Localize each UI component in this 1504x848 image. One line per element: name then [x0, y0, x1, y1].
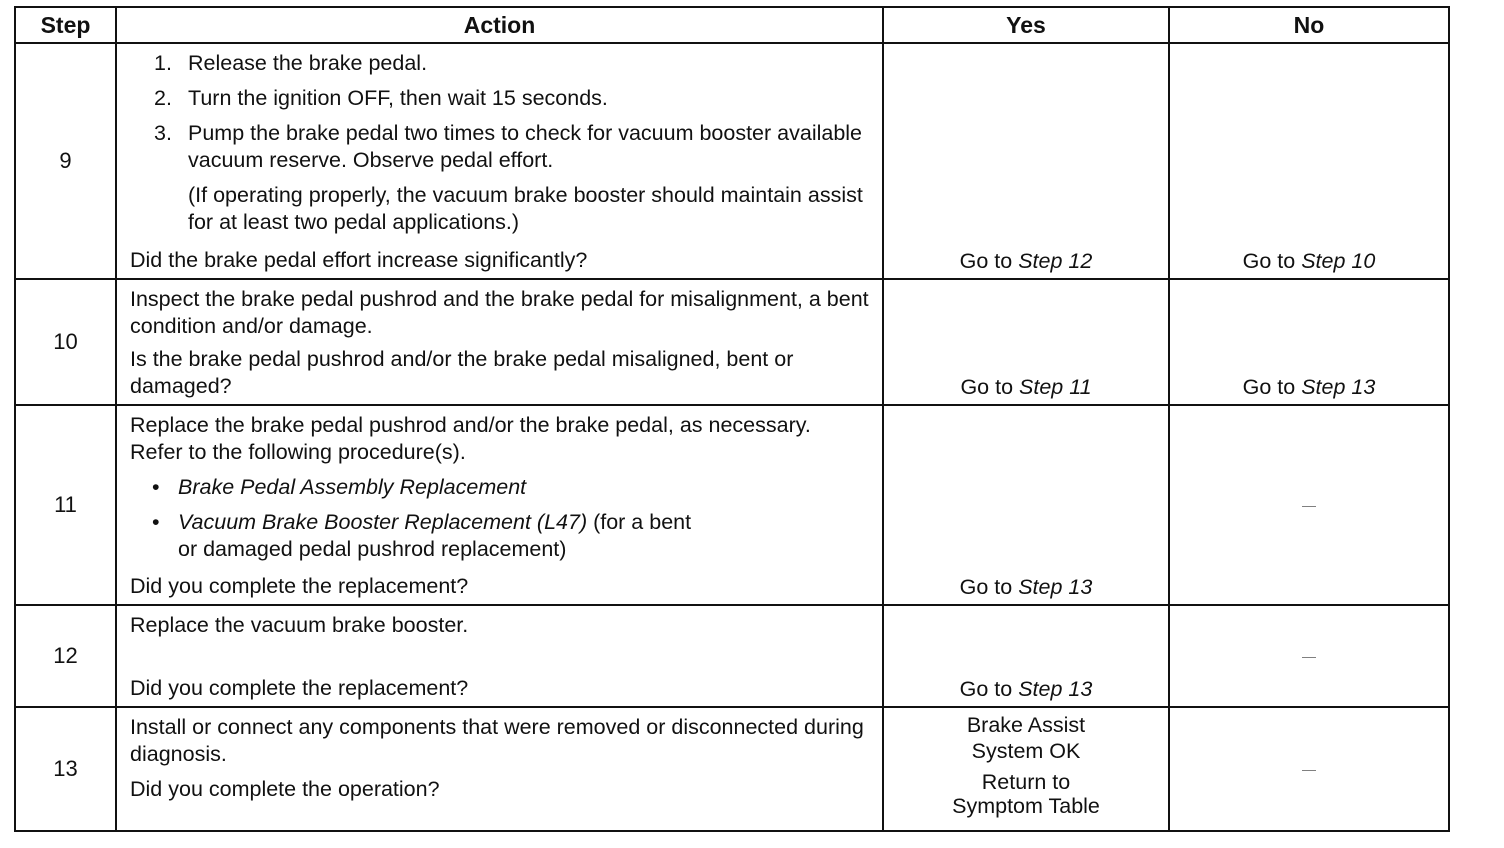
goto-prefix: Go to: [959, 575, 1013, 599]
step-number: 12: [15, 605, 116, 707]
bullet-item: • Vacuum Brake Booster Replacement (L47) (for a bent or damaged pedal pushrod replacement): [152, 510, 692, 561]
table-row-step-13: [15, 707, 1449, 831]
no-cell: [1169, 279, 1449, 405]
item-number: 3.: [154, 121, 172, 145]
question-text: Is the brake pedal pushrod and/or the brake pedal misaligned, bent or damaged?: [130, 347, 794, 398]
goto-target: Step 12: [1018, 249, 1093, 273]
diagnostic-table: [14, 6, 1450, 832]
item-number: 1.: [154, 51, 172, 75]
action-cell: [116, 43, 883, 279]
header-no: No: [1169, 7, 1449, 43]
not-applicable-dash: —: [1302, 497, 1316, 513]
goto-prefix: Go to: [1242, 375, 1296, 399]
goto-step-13: [1170, 375, 1448, 400]
yes-cell: [883, 605, 1169, 707]
no-cell: [1169, 605, 1449, 707]
header-action: Action: [116, 7, 883, 43]
question-text: Did the brake pedal effort increase significantly?: [130, 248, 588, 272]
header-row: [15, 7, 1449, 43]
goto-prefix: Go to: [959, 677, 1013, 701]
item-text: Turn the ignition OFF, then wait 15 seconds.: [188, 86, 608, 110]
numbered-item: [154, 85, 872, 112]
goto-target: Step 11: [1019, 375, 1092, 399]
goto-prefix: Go to: [959, 249, 1013, 273]
goto-prefix: Go to: [1242, 249, 1296, 273]
table-row-step-12: [15, 605, 1449, 707]
goto-prefix: Go to: [960, 375, 1014, 399]
goto-step-11: [884, 375, 1168, 400]
action-text: Install or connect any components that were removed or disconnected during diagnosis.: [130, 715, 864, 766]
procedure-link: Vacuum Brake Booster Replacement (L47): [178, 510, 588, 534]
bullet-item: • Brake Pedal Assembly Replacement: [152, 475, 527, 499]
action-cell: [116, 707, 883, 831]
bullet-rest: (for a bent or damaged pedal pushrod replacement): [178, 510, 692, 561]
goto-target: Step 13: [1018, 575, 1093, 599]
action-cell: [116, 405, 883, 605]
goto-step-10: [1170, 249, 1448, 274]
item-note: (If operating properly, the vacuum brake booster should maintain assist for at least two pedal applications.): [188, 183, 863, 234]
action-text: Inspect the brake pedal pushrod and the brake pedal for misalignment, a bent condition and/or damage.: [130, 287, 869, 338]
item-number: 2.: [154, 86, 172, 110]
question-text: Did you complete the replacement?: [130, 676, 469, 700]
table-row-step-9: [15, 43, 1449, 279]
action-text: Replace the vacuum brake booster.: [130, 613, 469, 637]
goto-step-13: [884, 677, 1168, 702]
procedure-link: Brake Pedal Assembly Replacement: [178, 475, 527, 499]
action-cell: [116, 279, 883, 405]
header-yes: Yes: [883, 7, 1169, 43]
step-number: 11: [15, 405, 116, 605]
no-cell: [1169, 707, 1449, 831]
goto-target: Step 10: [1301, 249, 1376, 273]
numbered-item: [154, 50, 872, 77]
step-number: 9: [15, 43, 116, 279]
not-applicable-dash: —: [1302, 648, 1316, 664]
goto-target: Step 13: [1018, 677, 1093, 701]
no-cell: [1169, 43, 1449, 279]
goto-target: Step 13: [1301, 375, 1376, 399]
table-row-step-11: [15, 405, 1449, 605]
no-cell: [1169, 405, 1449, 605]
yes-cell: [883, 279, 1169, 405]
goto-step-13: [884, 575, 1168, 600]
table-row-step-10: [15, 279, 1449, 405]
goto-step-12: [884, 249, 1168, 274]
header-step: Step: [15, 7, 116, 43]
step-number: 10: [15, 279, 116, 405]
action-text: Replace the brake pedal pushrod and/or the brake pedal, as necessary. Refer to the following procedure(s).: [130, 413, 811, 464]
yes-cell: [883, 43, 1169, 279]
result-return-symptom-table: Return to Symptom Table: [952, 770, 1100, 818]
item-text: Release the brake pedal.: [188, 51, 428, 75]
step-number: 13: [15, 707, 116, 831]
not-applicable-dash: —: [1302, 761, 1316, 777]
question-text: Did you complete the replacement?: [130, 574, 469, 598]
yes-cell: [883, 707, 1169, 831]
question-text: Did you complete the operation?: [130, 777, 440, 801]
action-cell: [116, 605, 883, 707]
item-text: Pump the brake pedal two times to check for vacuum booster available vacuum reserve. Observe pedal effort.: [188, 121, 863, 172]
numbered-item: [154, 120, 872, 174]
result-system-ok: Brake Assist System OK: [966, 713, 1086, 763]
yes-cell: [883, 405, 1169, 605]
